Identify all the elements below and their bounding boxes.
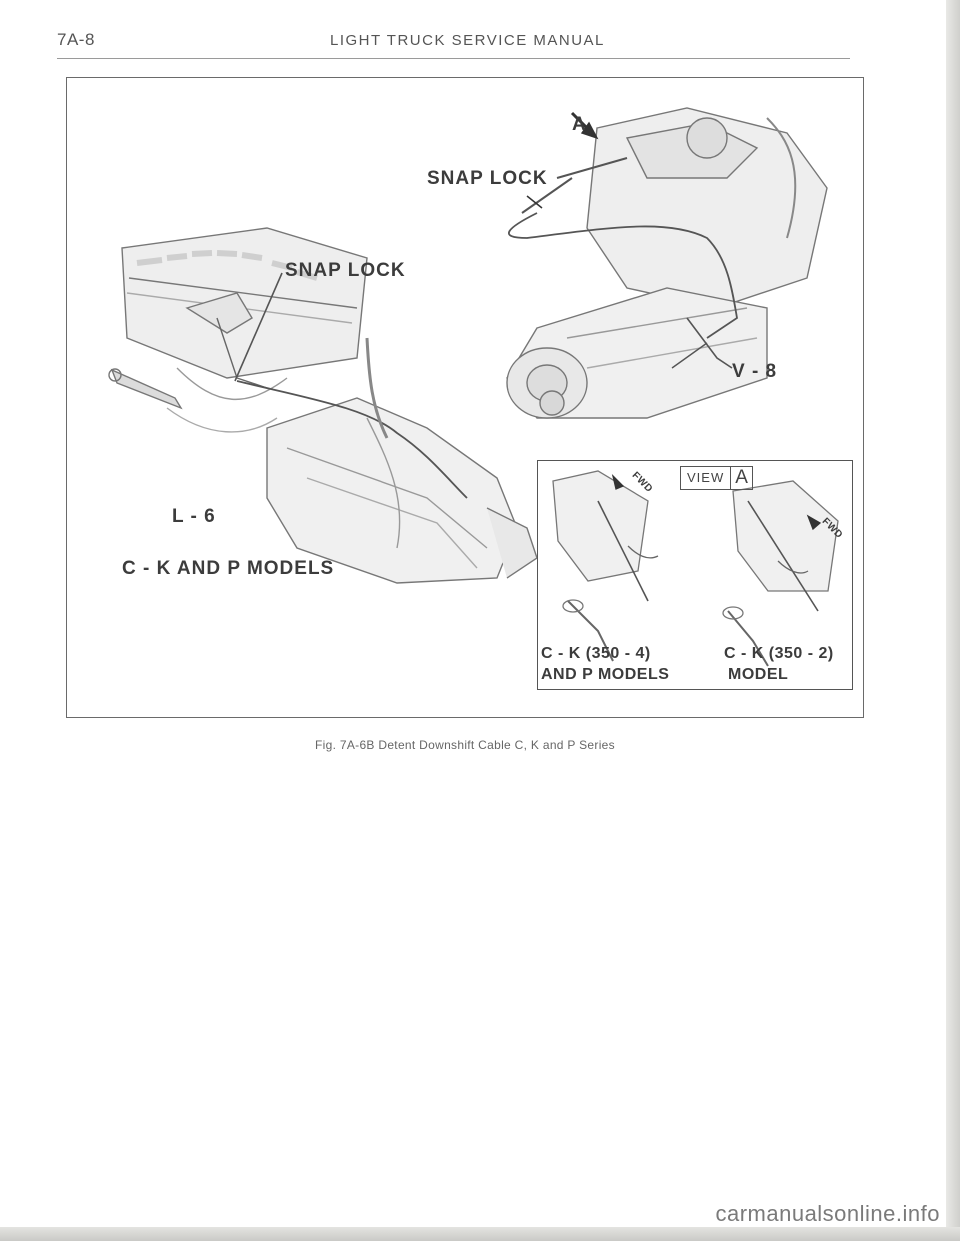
page-shadow-bottom — [0, 1227, 960, 1241]
running-header: LIGHT TRUCK SERVICE MANUAL — [330, 32, 605, 49]
figure-frame — [66, 77, 864, 718]
label-v8: V - 8 — [732, 361, 778, 382]
l6-engine-drawing — [109, 228, 367, 432]
inset-right-line1: C - K (350 - 2) — [724, 645, 834, 662]
inset-left-line2: AND P MODELS — [541, 666, 670, 683]
label-models: C - K AND P MODELS — [122, 558, 335, 579]
page-number: 7A-8 — [57, 30, 95, 49]
view-a-badge — [680, 466, 753, 490]
label-snap-lock-left: SNAP LOCK — [285, 260, 406, 281]
view-a-inset — [537, 460, 853, 690]
l6-transmission-drawing — [267, 398, 537, 583]
v8-transmission-drawing — [507, 288, 767, 418]
v8-engine-drawing — [522, 108, 827, 308]
view-letter: A — [730, 466, 753, 490]
figure-caption: Fig. 7A-6B Detent Downshift Cable C, K and P Series — [315, 738, 615, 752]
view-word: VIEW — [680, 466, 730, 490]
page-shadow-right — [946, 0, 960, 1241]
inset-left-line1: C - K (350 - 4) — [541, 645, 651, 662]
inset-right-line2: MODEL — [728, 666, 789, 683]
fwd-left-label: FWD — [629, 470, 655, 495]
label-a: A — [572, 114, 587, 135]
watermark: carmanualsonline.info — [715, 1201, 940, 1226]
label-snap-lock-top: SNAP LOCK — [427, 168, 548, 189]
fwd-right-label: FWD — [819, 516, 845, 541]
label-l6: L - 6 — [172, 506, 216, 527]
header-rule — [57, 58, 850, 59]
